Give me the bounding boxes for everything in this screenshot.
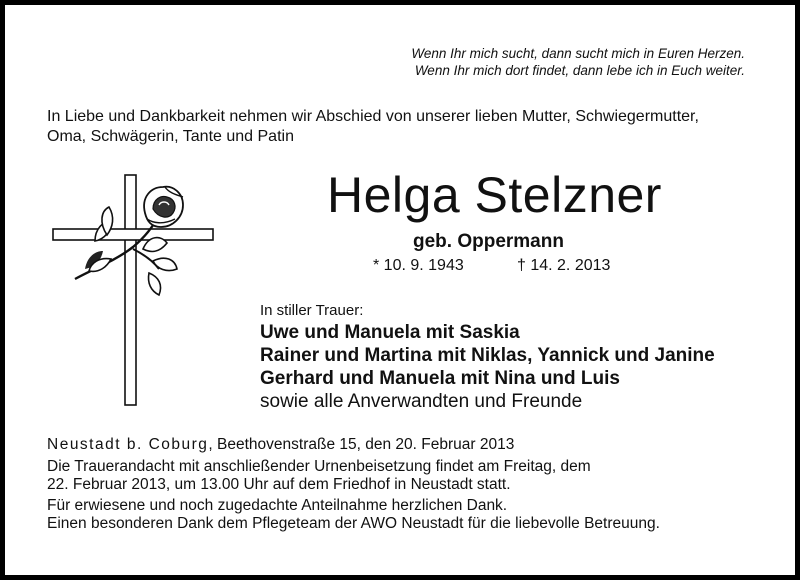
birth-date: * 10. 9. 1943 — [373, 257, 464, 274]
thanks-line: Für erwiesene und noch zugedachte Anteilnahme herzlichen Dank. — [47, 497, 508, 514]
place-name: Neustadt b. Coburg — [47, 436, 209, 453]
service-line-2: 22. Februar 2013, um 13.00 Uhr auf dem Friedhof in Neustadt statt. — [47, 476, 511, 493]
intro-line-1: In Liebe und Dankbarkeit nehmen wir Abschied von unserer lieben Mutter, Schwiegermutter, — [47, 108, 699, 125]
place-date-line — [47, 435, 777, 455]
deceased-name: Helga Stelzner — [327, 167, 662, 223]
motto-line-2: Wenn Ihr mich dort findet, dann lebe ich in Euch weiter. — [414, 63, 745, 78]
family-line-3: Gerhard und Manuela mit Nina und Luis — [260, 368, 620, 389]
motto-quote — [411, 45, 745, 79]
maiden-name: geb. Oppermann — [413, 231, 564, 252]
death-date: † 14. 2. 2013 — [517, 257, 611, 274]
family-line-1: Uwe und Manuela mit Saskia — [260, 322, 520, 343]
motto-line-1: Wenn Ihr mich sucht, dann sucht mich in Euren Herzen. — [411, 46, 745, 61]
address-date: , Beethovenstraße 15, den 20. Februar 2013 — [208, 436, 515, 453]
family-line-2: Rainer und Martina mit Niklas, Yannick und Janine — [260, 345, 715, 366]
thanks-paragraph — [47, 497, 777, 533]
cross-with-rose-icon — [49, 173, 219, 409]
intro-text — [47, 107, 767, 147]
intro-line-2: Oma, Schwägerin, Tante und Patin — [47, 128, 294, 145]
footer-info — [47, 435, 777, 533]
special-thanks-line: Einen besonderen Dank dem Pflegeteam der AWO Neustadt für die liebevolle Betreuung. — [47, 515, 660, 532]
service-line-1: Die Trauerandacht mit anschließender Urnenbeisetzung findet am Freitag, dem — [47, 458, 591, 475]
relatives-line: sowie alle Anverwandten und Freunde — [260, 391, 583, 412]
mourning-label: In stiller Trauer: — [260, 302, 364, 319]
mourners-block — [260, 301, 715, 413]
service-paragraph — [47, 458, 777, 494]
